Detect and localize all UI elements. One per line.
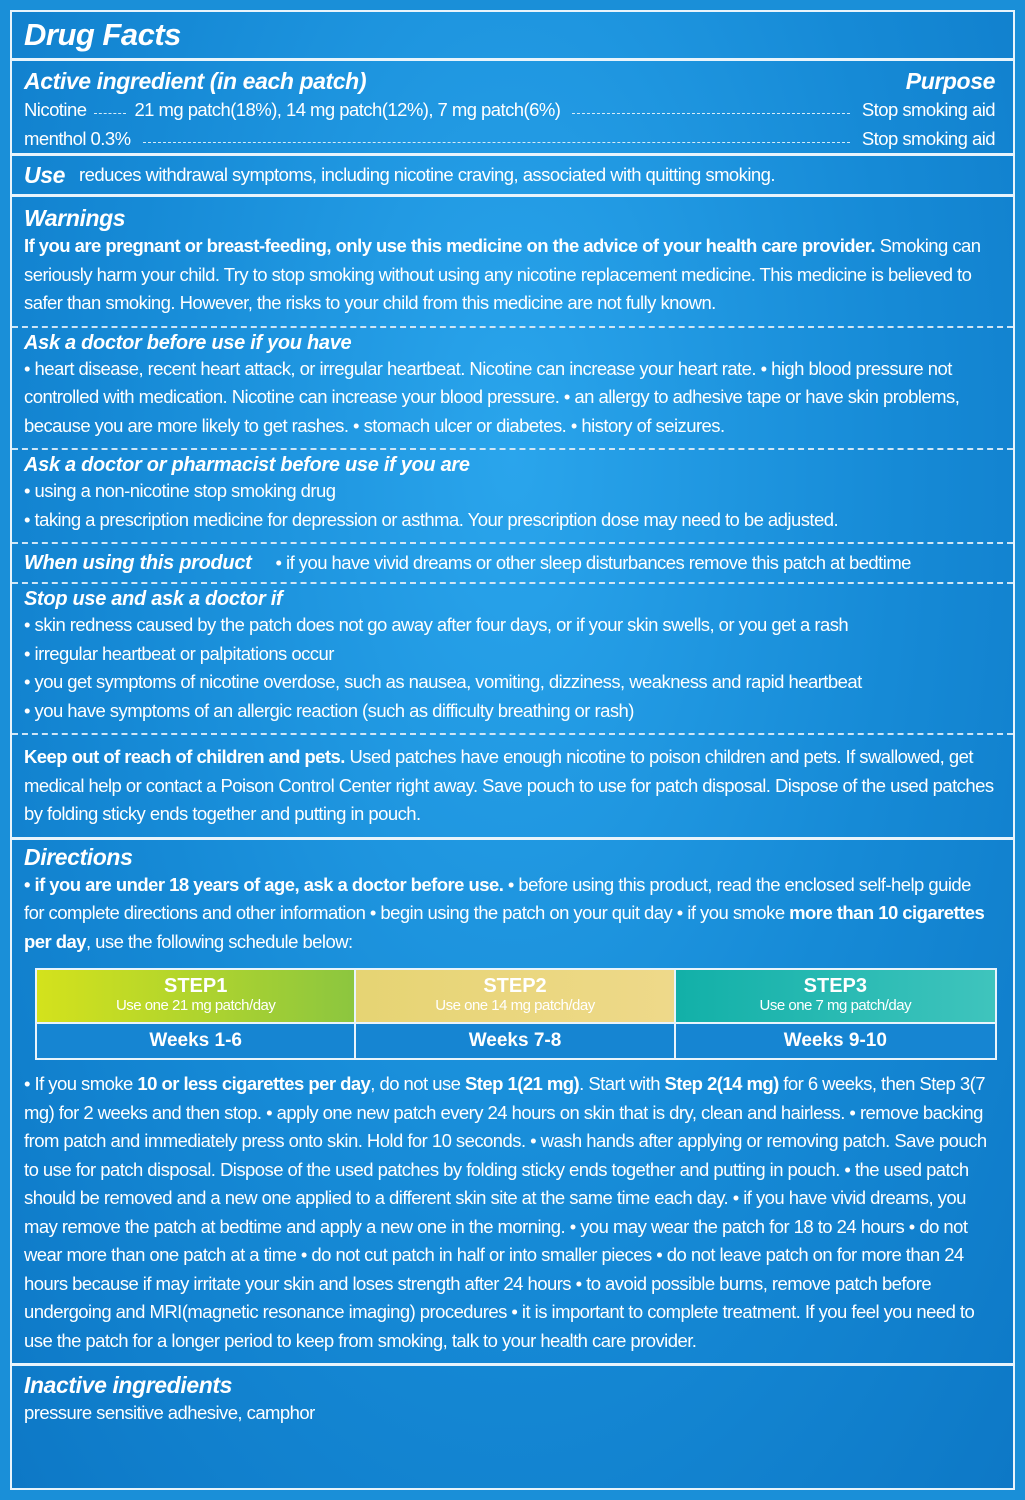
ingredient-purpose: Stop smoking aid <box>861 98 995 120</box>
step-name: STEP2 <box>483 975 547 997</box>
inactive-ingredients-text: pressure sensitive adhesive, camphor <box>24 1402 315 1423</box>
step-description: Use one 21 mg patch/day <box>115 997 276 1014</box>
keep-out-body-text: Used patches have enough nicotine to poison children and pets. If swallowed, get medical help or contact a Poison Control Center right away. Save pouch to use for patch disposal. Dispose of the used patches by folding sticky ends together and putting in pouch. <box>24 746 994 824</box>
ask-pharmacist-section <box>24 450 995 542</box>
list-item: • skin redness caused by the patch does not go away after four days, or if your skin swells, or you get a rash <box>24 614 849 635</box>
keep-out-section <box>24 735 995 837</box>
stop-use-section <box>24 584 995 733</box>
page-title: Drug Facts <box>12 12 1013 61</box>
when-using-text: • if you have vivid dreams or other sleep disturbances remove this patch at bedtime <box>275 551 911 573</box>
warnings-section <box>24 197 995 326</box>
directions-text-segment: , do not use <box>370 1073 465 1094</box>
step-description: Use one 7 mg patch/day <box>759 997 912 1014</box>
warnings-text <box>24 232 995 318</box>
ask-pharmacist-heading: Ask a doctor or pharmacist before use if you are <box>24 454 470 476</box>
use-section <box>24 156 995 194</box>
warnings-body-text: Smoking can seriously harm your child. Try to stop smoking without using any nicotine replacement medicine. This medicine is believed to safer than smoking. However, the risks to your child from this medicine are not fully known. <box>24 235 981 313</box>
active-ingredient-section <box>24 61 995 153</box>
directions-text-segment: 10 or less cigarettes per day <box>137 1073 371 1094</box>
inactive-ingredients-heading: Inactive ingredients <box>24 1372 233 1398</box>
dotted-leader <box>94 113 126 114</box>
active-ingredient-header <box>24 61 995 95</box>
directions-text-segment: more than 10 cigarettes per day <box>24 902 985 952</box>
stop-use-heading: Stop use and ask a doctor if <box>24 588 283 610</box>
ask-doctor-heading: Ask a doctor before use if you have <box>24 331 352 354</box>
list-item: • irregular heartbeat or palpitations occur <box>24 642 334 664</box>
step1-header <box>37 970 356 1022</box>
directions-text-segment: , use the following schedule below: <box>85 930 353 952</box>
directions-text-segment: . Start with <box>579 1073 665 1094</box>
ingredient-purpose: Stop smoking aid <box>861 127 995 149</box>
ingredient-name: menthol 0.3% <box>24 127 131 149</box>
directions-text-segment: for 6 weeks, then Step 3(7 mg) for 2 weeks and then stop. • apply one new patch every 24 hours on skin that is dry, clean and hairless. • remove backing from patch and immediately press onto skin. Hold for 10 seconds. • wash hands after applying or removing patch. Save pouch to use for patch disposal. Dispose of the used patches by folding sticky ends together and putting in pouch. • the used patch should be removed and a new one applied to a different skin site at the same time each day. • if you have vivid dreams, you may remove the patch at bedtime and apply a new one in the morning. • you may wear the patch for 18 to 24 hours • do not wear more than one patch at a time • do not cut patch in half or into smaller pieces • do not leave patch on for more than 24 hours because if may irritate your skin and loses strength after 24 hours • to avoid possible burns, remove patch before undergoing and MRI(magnetic resonance imaging) procedures • it is important to complete treatment. If you feel you need to use the patch for a longer period to keep from smoking, talk to your health care provider. <box>24 1073 987 1351</box>
when-using-heading: When using this product <box>24 551 252 574</box>
directions-intro <box>24 871 995 957</box>
keep-out-bold-text: Keep out of reach of children and pets. <box>24 746 345 767</box>
directions-text-segment: • If you smoke <box>24 1073 138 1094</box>
purpose-heading: Purpose <box>905 68 995 94</box>
directions-text-segment: • if you are under 18 years of age, ask a doctor before use. <box>24 873 504 895</box>
list-item: • you get symptoms of nicotine overdose, such as nausea, vomiting, dizziness, weakness and rapid heartbeat <box>24 671 862 692</box>
list-item: • you have symptoms of an allergic reaction (such as difficulty breathing or rash) <box>24 699 634 721</box>
warnings-heading: Warnings <box>24 205 126 231</box>
step3-header <box>676 970 995 1022</box>
step2-header <box>356 970 675 1022</box>
directions-section <box>24 840 995 1364</box>
step2-weeks: Weeks 7-8 <box>356 1022 675 1058</box>
dotted-leader <box>572 113 849 114</box>
step-name: STEP3 <box>803 975 867 997</box>
use-heading: Use <box>24 161 65 188</box>
active-ingredient-heading: Active ingredient (in each patch) <box>24 68 367 94</box>
directions-text-segment: Step 2(14 mg) <box>664 1073 779 1094</box>
step-description: Use one 14 mg patch/day <box>435 997 595 1014</box>
drug-facts-panel <box>10 10 1015 1490</box>
ask-doctor-section <box>24 328 995 449</box>
active-row-nicotine <box>24 95 995 124</box>
use-text: reduces withdrawal symptoms, including nicotine craving, associated with quitting smoking. <box>79 163 775 185</box>
ingredient-detail: 21 mg patch(18%), 14 mg patch(12%), 7 mg patch(6%) <box>134 98 561 120</box>
when-using-section <box>24 544 995 582</box>
dotted-leader <box>143 142 850 143</box>
active-row-menthol <box>24 124 995 153</box>
directions-text-segment: • before using this product, read the enclosed self-help guide for complete directions and other information • begin using the patch on your quit day • if you smoke <box>24 873 971 923</box>
ingredient-name: Nicotine <box>24 98 87 120</box>
list-item: • using a non-nicotine stop smoking drug <box>24 480 336 501</box>
directions-heading: Directions <box>24 843 133 870</box>
ask-doctor-text: • heart disease, recent heart attack, or irregular heartbeat. Nicotine can increase your heart rate. • high blood pressure not controlled with medication. Nicotine can increase your blood pressure. • an allergy to adhesive tape or have skin problems, because you are more likely to get rashes. • stomach ulcer or diabetes. • history of seizures. <box>24 357 960 436</box>
inactive-ingredients-section <box>24 1366 995 1436</box>
warnings-bold-text: If you are pregnant or breast-feeding, only use this medicine on the advice of your health care provider. <box>24 235 876 256</box>
step1-weeks: Weeks 1-6 <box>37 1022 356 1058</box>
list-item: • taking a prescription medicine for depression or asthma. Your prescription dose may need to be adjusted. <box>24 508 839 530</box>
keep-out-text <box>24 743 995 829</box>
directions-text-segment: Step 1(21 mg) <box>464 1073 580 1094</box>
directions-details <box>24 1070 995 1355</box>
step-schedule-table <box>35 968 997 1060</box>
step-name: STEP1 <box>163 975 228 997</box>
step3-weeks: Weeks 9-10 <box>676 1022 995 1058</box>
